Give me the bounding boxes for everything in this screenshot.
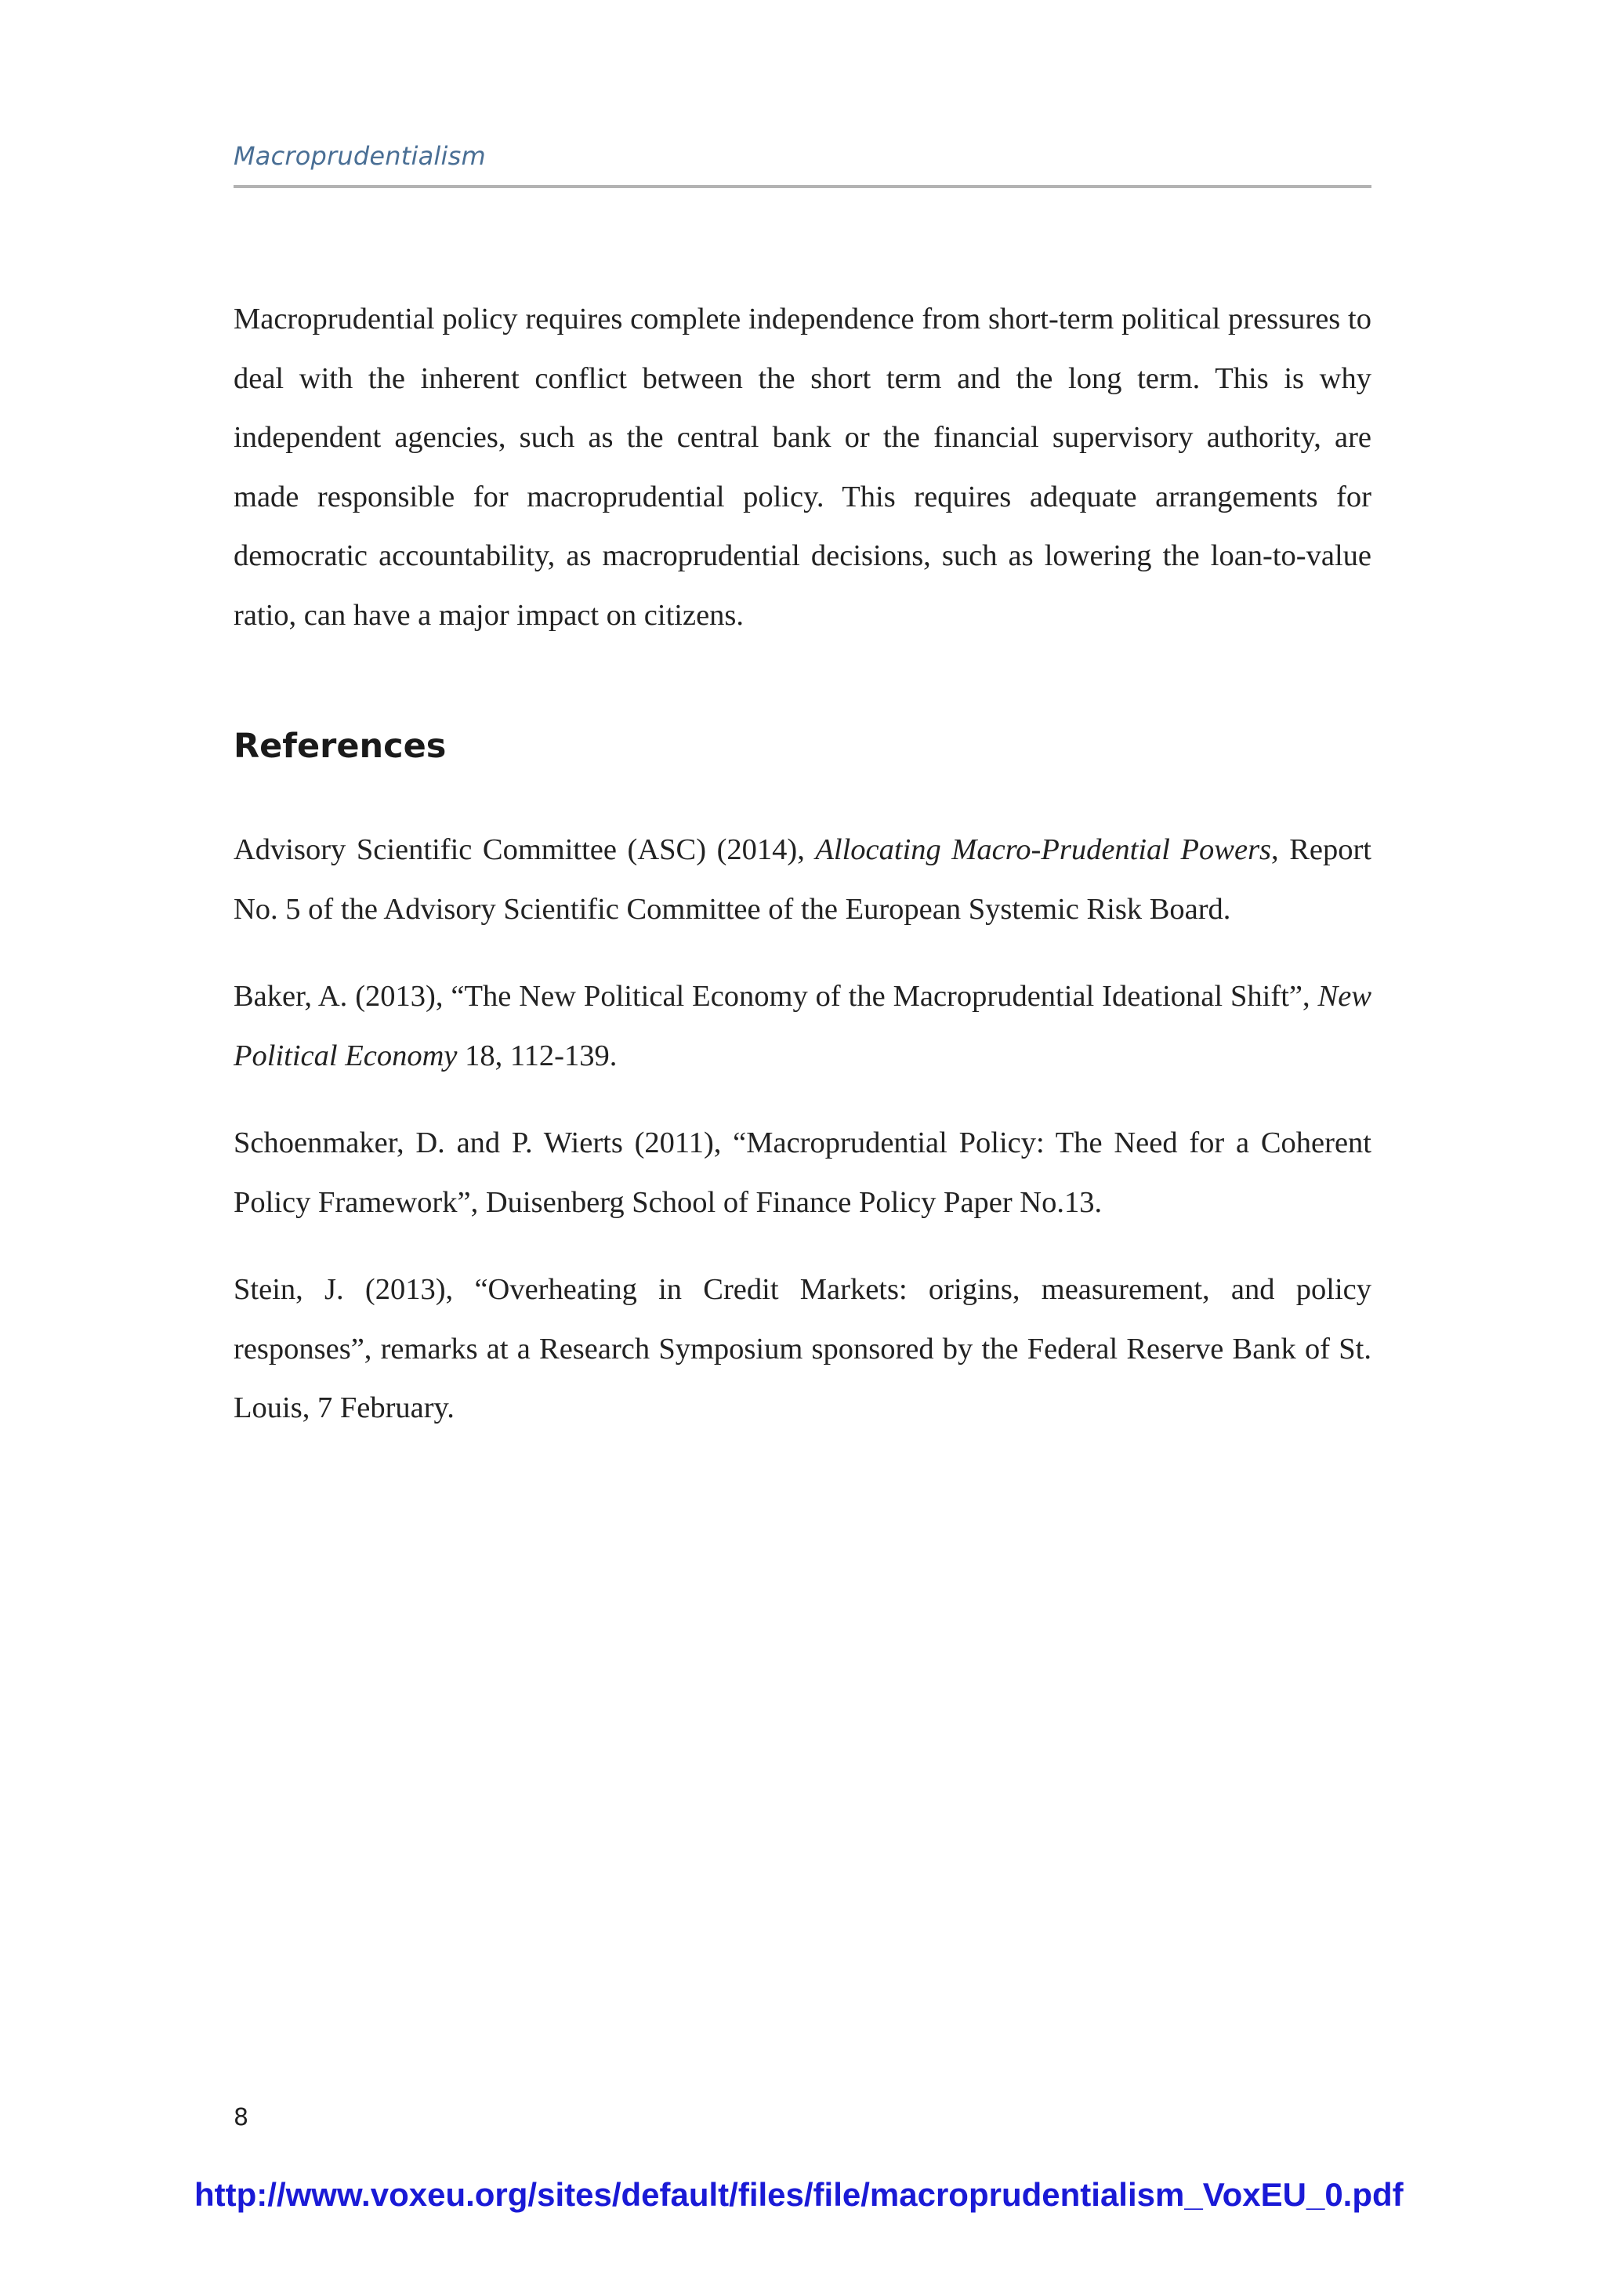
- reference-2-text: Baker, A. (2013), “The New Political Economy of the Macroprudential Ideational Shift”,: [234, 980, 1318, 1013]
- running-header-title: Macroprudentialism: [234, 141, 486, 171]
- header-divider: [234, 185, 1371, 188]
- reference-entry-1: [234, 821, 1371, 939]
- reference-3-text: Schoenmaker, D. and P. Wierts (2011), “Macroprudential Policy: The Need for a Coherent Policy Framework”, Duisenberg School of Finance Policy Paper No.13.: [234, 1126, 1371, 1219]
- reference-4-text: Stein, J. (2013), “Overheating in Credit Markets: origins, measurement, and policy responses”, remarks at a Research Symposium sponsored by the Federal Reserve Bank of St. Louis, 7 February.: [234, 1273, 1371, 1424]
- reference-1-text-after: , Report No. 5 of the Advisory Scientific Committee of the European Systemic Risk Board.: [234, 833, 1371, 926]
- source-url-link[interactable]: http://www.voxeu.org/sites/default/files/file/macroprudentialism_VoxEU_0.pdf: [194, 2176, 1404, 2213]
- page-content: [234, 290, 1371, 1467]
- reference-1-title-italic: Allocating Macro-Prudential Powers: [815, 833, 1272, 866]
- references-heading: References: [234, 727, 447, 766]
- reference-2-text-after: 18, 112-139.: [457, 1039, 618, 1072]
- reference-2-journal-italic: New Political Economy: [234, 980, 1371, 1072]
- reference-entry-3: [234, 1114, 1371, 1232]
- reference-entry-2: [234, 967, 1371, 1086]
- page-number: 8: [234, 2104, 249, 2131]
- reference-1-text: Advisory Scientific Committee (ASC) (2014),: [234, 833, 816, 866]
- reference-entry-4: [234, 1260, 1371, 1438]
- body-paragraph: Macroprudential policy requires complete independence from short-term political pressures to deal with the inherent conflict between the short term and the long term. This is why independent agencies, such as the central bank or the financial supervisory authority, are made responsible for macroprudential policy. This requires adequate arrangements for democratic accountability, as macroprudential decisions, such as lowering the loan-to-value ratio, can have a major impact on citizens.: [234, 303, 1371, 632]
